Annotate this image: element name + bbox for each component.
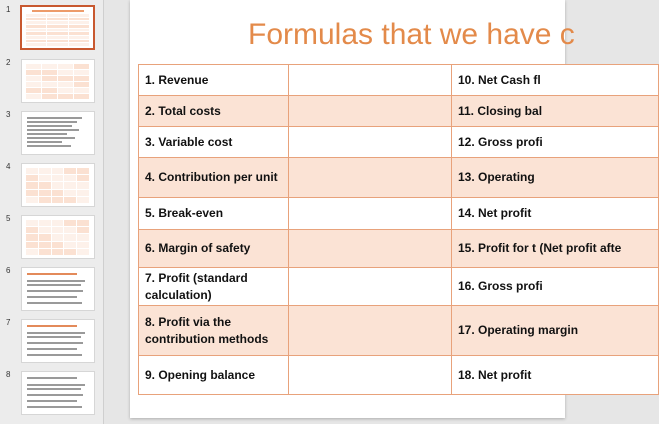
table-cell[interactable]: 8. Profit via the contribution methods	[139, 306, 289, 356]
table-cell[interactable]: 1. Revenue	[139, 65, 289, 96]
table-cell-empty[interactable]	[289, 356, 452, 395]
table-row	[139, 65, 659, 96]
slide-title[interactable]: Formulas that we have c	[248, 18, 575, 51]
table-row	[139, 356, 659, 395]
slide-thumbnail-pane[interactable]	[0, 0, 104, 424]
table-cell[interactable]: 4. Contribution per unit	[139, 158, 289, 198]
table-cell-empty[interactable]	[289, 96, 452, 127]
table-cell[interactable]: 12. Gross profi	[452, 127, 659, 158]
table-cell[interactable]: 9. Opening balance	[139, 356, 289, 395]
slide-thumbnail-6[interactable]	[0, 266, 103, 314]
slide-number: 5	[6, 214, 11, 223]
slide-thumbnail-1[interactable]	[0, 5, 103, 53]
slide-thumbnail-3[interactable]	[0, 110, 103, 158]
slide-thumbnail-5[interactable]	[0, 214, 103, 262]
slide-editing-area[interactable]	[104, 0, 622, 424]
slide-preview	[21, 267, 95, 311]
slide-preview	[21, 371, 95, 415]
slide-canvas[interactable]	[130, 0, 622, 418]
table-cell-empty[interactable]	[289, 127, 452, 158]
formula-table[interactable]	[138, 64, 659, 395]
table-row	[139, 198, 659, 230]
slide-preview	[21, 59, 95, 103]
slide-preview	[20, 5, 95, 50]
table-row	[139, 96, 659, 127]
slide-number: 2	[6, 58, 11, 67]
table-row	[139, 230, 659, 268]
table-row	[139, 268, 659, 306]
slide-number: 6	[6, 266, 11, 275]
table-cell[interactable]: 6. Margin of safety	[139, 230, 289, 268]
slide-thumbnail-7[interactable]	[0, 318, 103, 366]
slide-number: 8	[6, 370, 11, 379]
slide-number: 7	[6, 318, 11, 327]
table-row	[139, 158, 659, 198]
slide-number: 1	[6, 5, 11, 14]
slide-preview	[21, 111, 95, 155]
slide-preview	[21, 319, 95, 363]
table-cell-empty[interactable]	[289, 268, 452, 306]
table-cell[interactable]: 11. Closing bal	[452, 96, 659, 127]
table-cell-empty[interactable]	[289, 65, 452, 96]
table-cell-empty[interactable]	[289, 230, 452, 268]
table-cell-empty[interactable]	[289, 158, 452, 198]
slide-preview	[21, 163, 95, 207]
slide-number: 4	[6, 162, 11, 171]
table-cell[interactable]: 2. Total costs	[139, 96, 289, 127]
table-cell[interactable]: 16. Gross profi	[452, 268, 659, 306]
table-cell[interactable]: 14. Net profit	[452, 198, 659, 230]
table-cell[interactable]: 5. Break-even	[139, 198, 289, 230]
slide-thumbnail-8[interactable]	[0, 370, 103, 418]
slide-number: 3	[6, 110, 11, 119]
table-row	[139, 127, 659, 158]
table-row	[139, 306, 659, 356]
slide-thumbnail-2[interactable]	[0, 58, 103, 106]
table-cell[interactable]: 13. Operating	[452, 158, 659, 198]
table-cell-empty[interactable]	[289, 306, 452, 356]
table-cell[interactable]: 18. Net profit	[452, 356, 659, 395]
slide-thumbnail-4[interactable]	[0, 162, 103, 210]
table-cell[interactable]: 15. Profit for t (Net profit afte	[452, 230, 659, 268]
table-cell[interactable]: 10. Net Cash fl	[452, 65, 659, 96]
table-cell[interactable]: 3. Variable cost	[139, 127, 289, 158]
table-cell[interactable]: 7. Profit (standard calculation)	[139, 268, 289, 306]
slide-preview	[21, 215, 95, 259]
table-cell[interactable]: 17. Operating margin	[452, 306, 659, 356]
table-cell-empty[interactable]	[289, 198, 452, 230]
